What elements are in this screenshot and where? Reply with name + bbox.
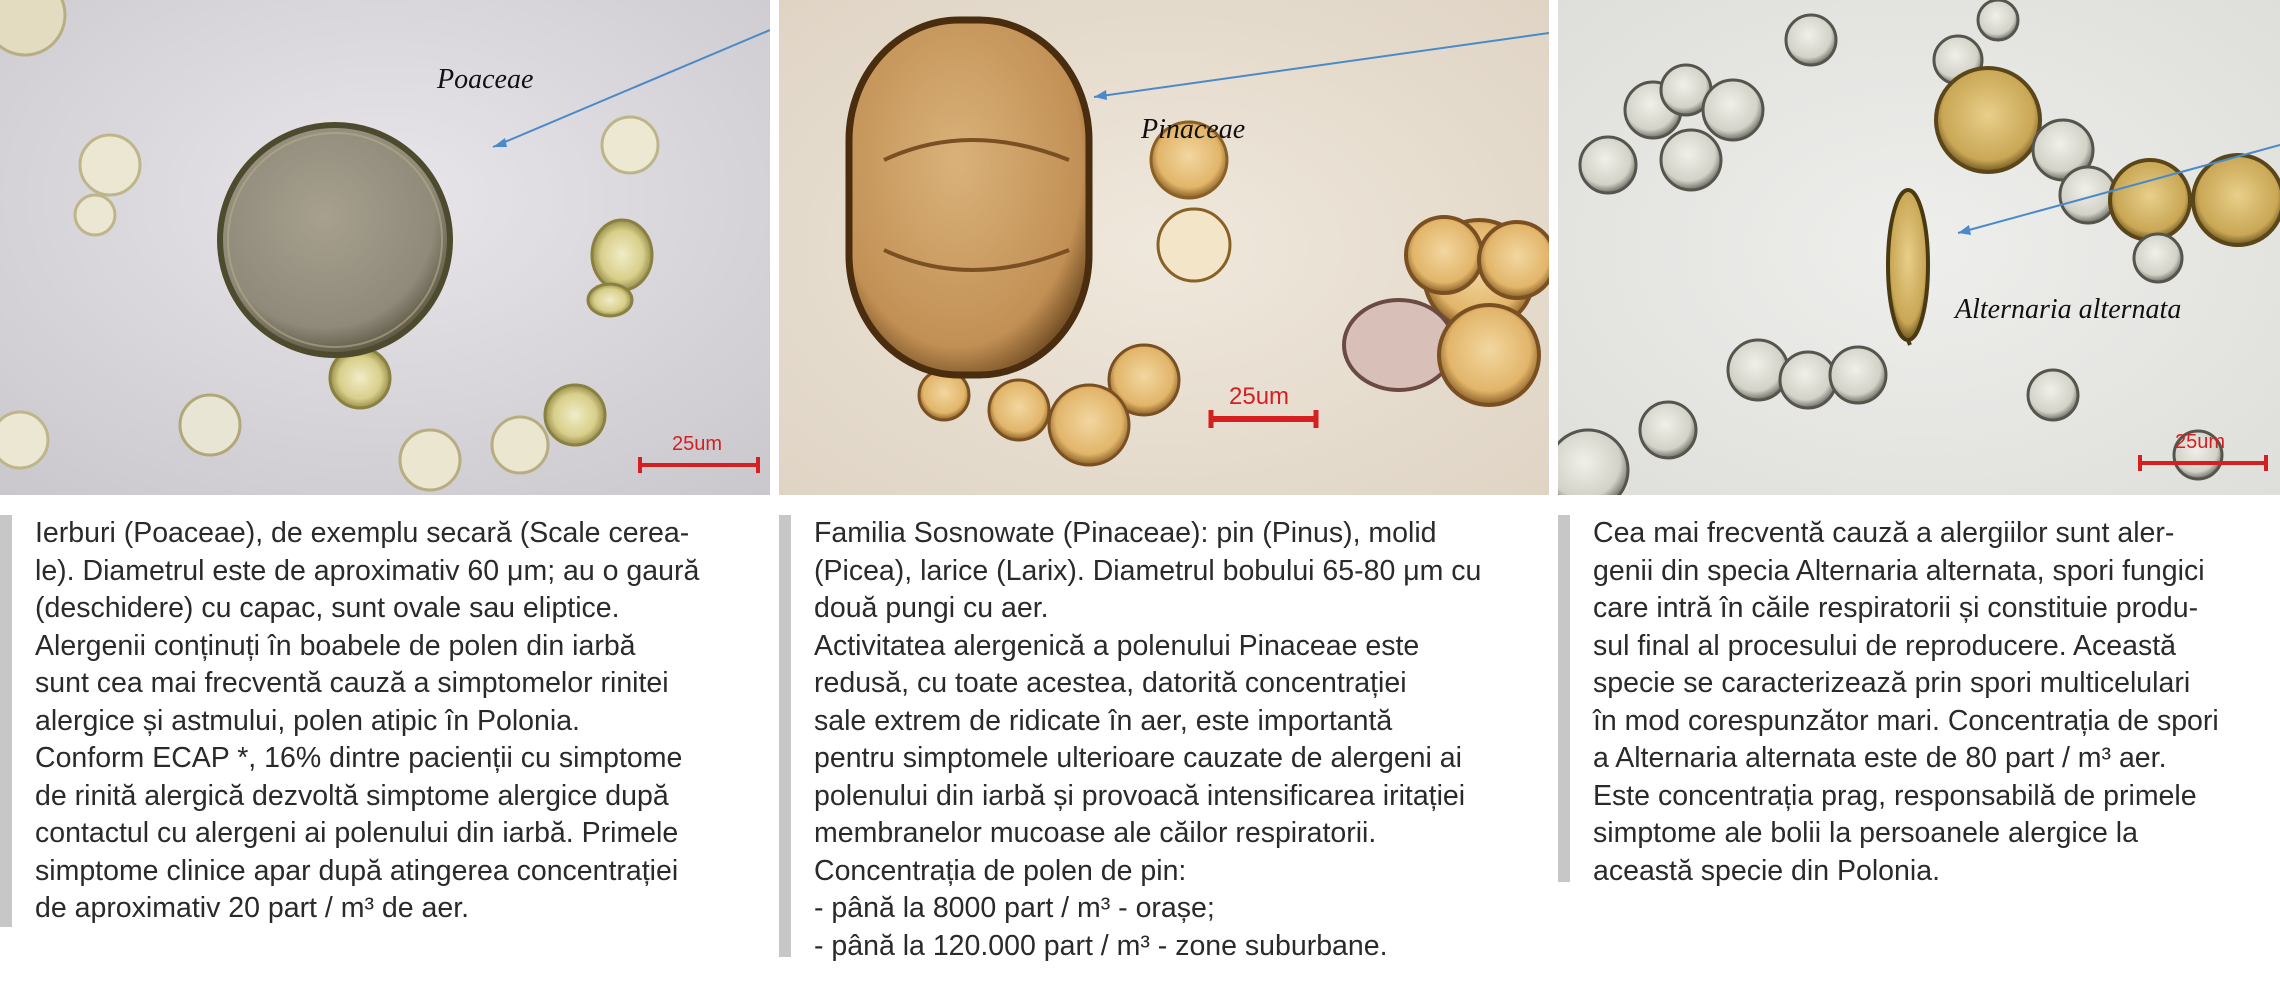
micrograph-poaceae: [0, 0, 770, 495]
micrograph-alternaria-image: [1558, 0, 2280, 495]
micrograph-poaceae-image: [0, 0, 770, 495]
description-poaceae: [0, 515, 770, 927]
description-pinaceae-text: Familia Sosnowate (Pinaceae): pin (Pinus), molid (Picea), larice (Larix). Diametrul bobului 65-80 μm cu două pungi cu aer. Activitatea alergenică a polenului Pinaceae este redusă, cu toate acestea, datorită concentrației sale extrem de ridicate în aer, este importantă pentru simptomele ulterioare cauzate de alergeni ai polenului din iarbă și provoacă intensificarea iritației membranelor mucoase ale căilor respiratorii. Concentrația de polen de pin: - până la 8000 part / m³ - orașe; - până la 120.000 part / m³ - zone suburbane.: [814, 517, 1482, 962]
species-label: Poaceae: [437, 64, 534, 95]
micrograph-pinaceae-image: [779, 0, 1549, 495]
scale-bar-label: 25um: [2175, 431, 2226, 453]
scale-bar-label: 25um: [1229, 383, 1290, 410]
micrograph-pinaceae: [779, 0, 1549, 495]
micrograph-alternaria: [1558, 0, 2280, 495]
scale-bar-label: 25um: [672, 433, 723, 455]
description-alternaria: [1558, 515, 2280, 887]
description-alternaria-text: Cea mai frecventă cauză a alergiilor sunt aler- genii din specia Alternaria alternata, spori fungici care intră în căile respiratorii și constituie produ- sul final al procesului de reproducere. Această specie se caracterizează prin spori multicelulari în mod corespunzător mari. Concentrația de spori a Alternaria alternata este de 80 part / m³ aer. Este concentrația prag, responsabilă de primele simptome ale bolii la persoanele alergice la această specie din Polonia.: [1593, 517, 2219, 887]
species-label: Pinaceae: [1141, 114, 1246, 145]
description-poaceae-text: Ierburi (Poaceae), de exemplu secară (Scale cerea- le). Diametrul este de aproximativ 60 μm; au o gaură (deschidere) cu capac, sunt ovale sau eliptice. Alergenii conținuți în boabele de polen din iarbă sunt cea mai frecventă cauză a simptomelor rinitei alergice și astmului, polen atipic în Polonia. Conform ECAP *, 16% dintre pacienții cu simptome de rinită alergică dezvoltă simptome alergice după contactul cu alergeni ai polenului din iarbă. Primele simptome clinice apar după atingerea concentrației de aproximativ 20 part / m³ de aer.: [35, 517, 700, 924]
species-label: Alternaria alternata: [1955, 294, 2182, 325]
description-pinaceae: [779, 515, 1562, 962]
